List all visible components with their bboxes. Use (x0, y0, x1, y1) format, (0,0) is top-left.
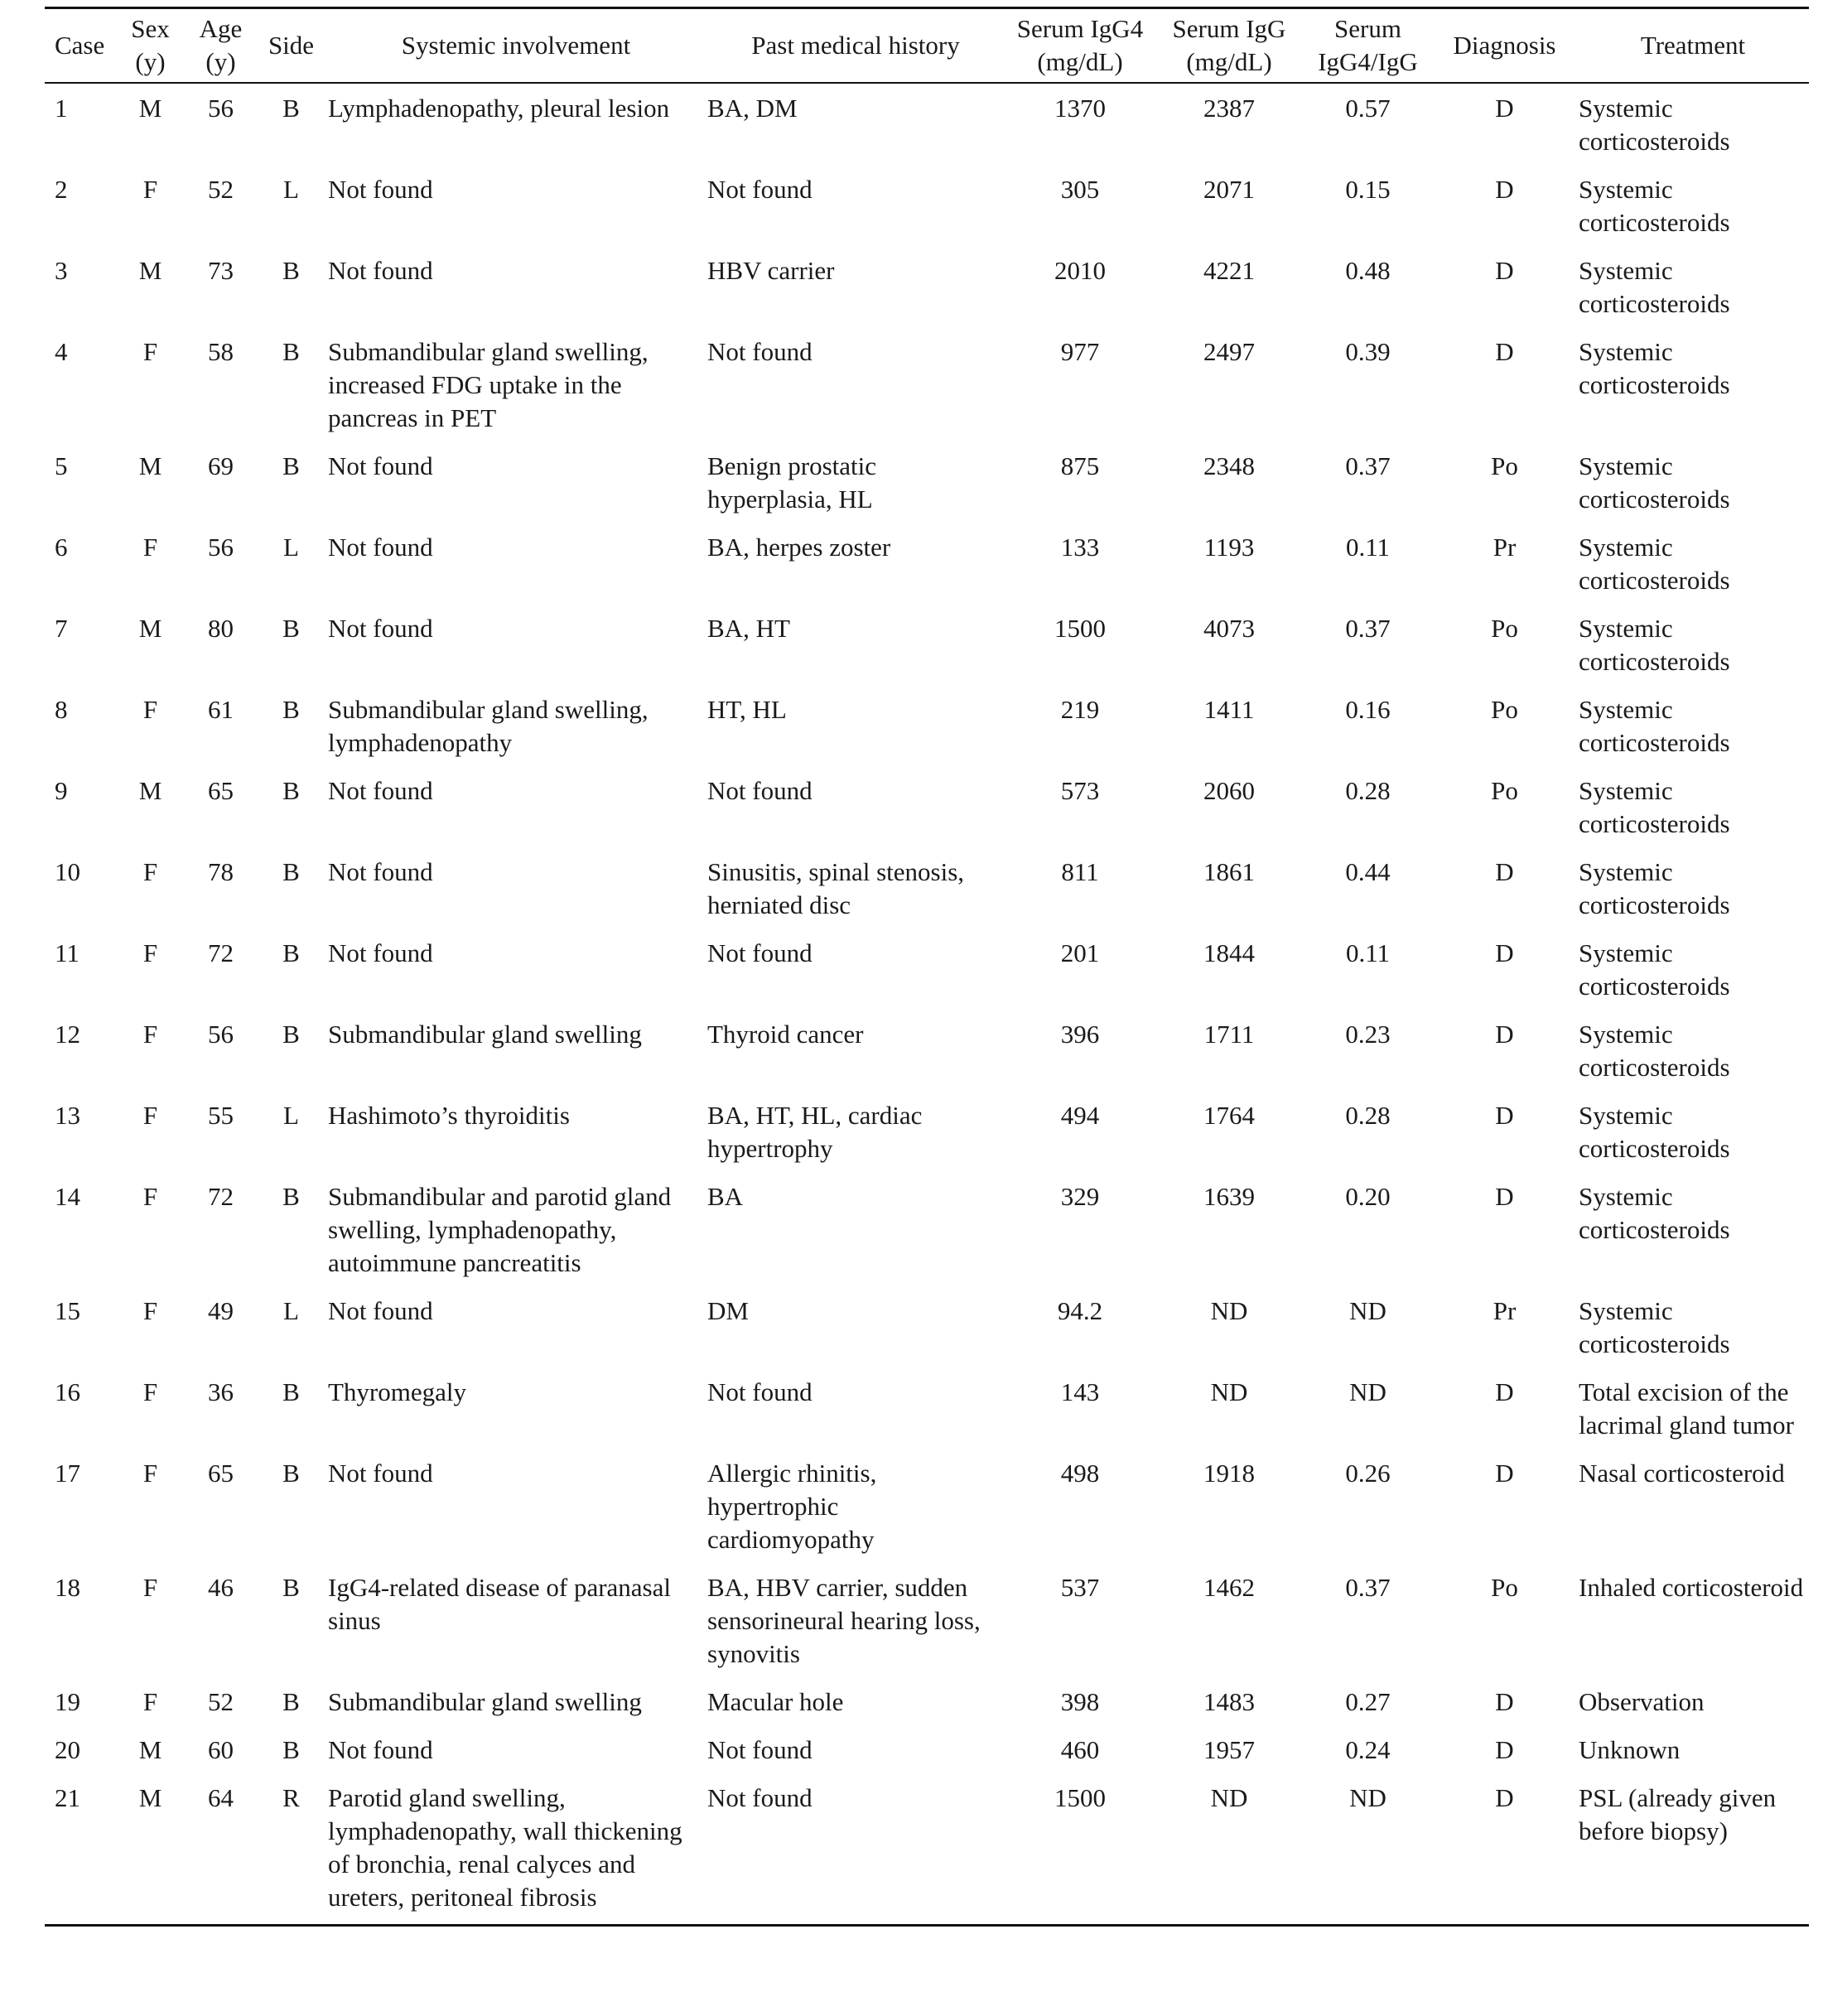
cell-case: 21 (55, 1782, 80, 1812)
header-serum-igg4: Serum IgG4 (mg/dL) (1016, 13, 1144, 76)
cell-serum-igg: 4221 (1203, 255, 1255, 285)
header-igg4-igg-ratio: Serum IgG4/IgG (1318, 13, 1418, 76)
table-row (45, 435, 1809, 516)
cell-serum-igg: 1711 (1203, 1019, 1255, 1049)
cell-past-medical-history: Macular hole (707, 1686, 844, 1716)
cell-age: 46 (208, 1572, 234, 1602)
cell-serum-igg4: 977 (1060, 336, 1100, 366)
cell-side: B (282, 856, 300, 886)
case-table (45, 7, 1809, 1927)
header-past-medical-history: Past medical history (751, 30, 960, 60)
cell-case: 10 (55, 856, 80, 886)
cell-past-medical-history: Not found (707, 1734, 813, 1764)
cell-serum-igg4: 201 (1060, 938, 1100, 967)
cell-diagnosis: D (1495, 938, 1514, 967)
cell-side: B (282, 613, 300, 643)
cell-treatment: Systemic corticosteroids (1579, 856, 1730, 919)
cell-sex: F (142, 856, 158, 886)
cell-side: B (282, 1458, 300, 1488)
cell-serum-igg: 1844 (1203, 938, 1255, 967)
cell-treatment: Systemic corticosteroids (1579, 694, 1730, 757)
cell-case: 9 (55, 775, 68, 805)
cell-treatment: Systemic corticosteroids (1579, 255, 1730, 318)
cell-serum-igg: 2071 (1203, 174, 1255, 204)
cell-age: 60 (208, 1734, 234, 1764)
header-serum-igg: Serum IgG (mg/dL) (1172, 13, 1286, 76)
cell-serum-igg: 1193 (1203, 532, 1255, 562)
cell-case: 15 (55, 1295, 80, 1325)
cell-diagnosis: D (1495, 336, 1514, 366)
cell-sex: F (142, 1458, 158, 1488)
cell-serum-igg: 1861 (1203, 856, 1255, 886)
cell-case: 5 (55, 451, 68, 480)
cell-past-medical-history: Benign prostatic hyperplasia, HL (707, 451, 877, 514)
table-body (45, 83, 1809, 1926)
cell-igg4-igg-ratio: 0.44 (1345, 856, 1391, 886)
cell-age: 61 (208, 694, 234, 724)
cell-past-medical-history: Allergic rhinitis, hypertrophic cardiomyopathy (707, 1458, 877, 1554)
cell-treatment: Systemic corticosteroids (1579, 174, 1730, 237)
cell-igg4-igg-ratio: 0.27 (1345, 1686, 1391, 1716)
cell-side: B (282, 1181, 300, 1211)
table-row (45, 239, 1809, 321)
cell-side: B (282, 336, 300, 366)
cell-diagnosis: D (1495, 1782, 1514, 1812)
cell-serum-igg: 2060 (1203, 775, 1255, 805)
cell-age: 65 (208, 1458, 234, 1488)
cell-sex: M (138, 1782, 162, 1812)
cell-igg4-igg-ratio: ND (1349, 1377, 1386, 1406)
cell-serum-igg4: 329 (1060, 1181, 1100, 1211)
cell-age: 56 (208, 93, 234, 123)
cell-igg4-igg-ratio: ND (1349, 1782, 1386, 1812)
cell-past-medical-history: HT, HL (707, 694, 787, 724)
cell-igg4-igg-ratio: 0.39 (1345, 336, 1391, 366)
table-row (45, 1556, 1809, 1671)
cell-sex: F (142, 938, 158, 967)
cell-sex: F (142, 1100, 158, 1130)
table-row (45, 83, 1809, 158)
cell-case: 18 (55, 1572, 80, 1602)
cell-igg4-igg-ratio: 0.26 (1345, 1458, 1391, 1488)
cell-side: B (282, 451, 300, 480)
cell-treatment: Systemic corticosteroids (1579, 451, 1730, 514)
cell-serum-igg4: 811 (1061, 856, 1099, 886)
cell-sex: M (138, 451, 162, 480)
cell-treatment: Systemic corticosteroids (1579, 93, 1730, 156)
cell-case: 1 (55, 93, 68, 123)
table-row (45, 922, 1809, 1003)
cell-age: 65 (208, 775, 234, 805)
cell-case: 12 (55, 1019, 80, 1049)
cell-igg4-igg-ratio: 0.28 (1345, 1100, 1391, 1130)
table-row (45, 1003, 1809, 1084)
cell-age: 69 (208, 451, 234, 480)
cell-age: 52 (208, 1686, 234, 1716)
cell-side: B (282, 93, 300, 123)
table-row (45, 1671, 1809, 1719)
cell-side: B (282, 775, 300, 805)
cell-serum-igg4: 875 (1060, 451, 1100, 480)
cell-serum-igg4: 143 (1060, 1377, 1100, 1406)
cell-serum-igg4: 1500 (1054, 1782, 1106, 1812)
cell-systemic-involvement: Not found (328, 856, 433, 886)
cell-serum-igg: ND (1210, 1377, 1248, 1406)
cell-past-medical-history: Not found (707, 336, 813, 366)
cell-diagnosis: D (1495, 1181, 1514, 1211)
cell-sex: F (142, 336, 158, 366)
cell-diagnosis: D (1495, 93, 1514, 123)
cell-igg4-igg-ratio: 0.37 (1345, 451, 1391, 480)
table-row (45, 1719, 1809, 1767)
cell-serum-igg4: 94.2 (1057, 1295, 1103, 1325)
cell-case: 2 (55, 174, 68, 204)
cell-treatment: Systemic corticosteroids (1579, 1181, 1730, 1244)
cell-age: 49 (208, 1295, 234, 1325)
table-row (45, 1767, 1809, 1926)
table-row (45, 1084, 1809, 1165)
header-case: Case (55, 30, 105, 60)
header-diagnosis: Diagnosis (1453, 30, 1556, 60)
table-row (45, 516, 1809, 597)
header-sex: Sex (y) (131, 13, 170, 76)
cell-past-medical-history: Not found (707, 174, 813, 204)
cell-case: 3 (55, 255, 68, 285)
cell-side: R (282, 1782, 300, 1812)
cell-systemic-involvement: Not found (328, 451, 433, 480)
cell-age: 56 (208, 1019, 234, 1049)
cell-past-medical-history: Sinusitis, spinal stenosis, herniated disc (707, 856, 965, 919)
cell-diagnosis: D (1495, 1100, 1514, 1130)
cell-serum-igg: ND (1210, 1295, 1248, 1325)
cell-serum-igg: 1411 (1203, 694, 1255, 724)
table-row (45, 597, 1809, 678)
cell-past-medical-history: Thyroid cancer (707, 1019, 864, 1049)
cell-serum-igg: 1918 (1203, 1458, 1255, 1488)
cell-diagnosis: Pr (1493, 1295, 1517, 1325)
cell-case: 11 (55, 938, 80, 967)
table-row (45, 321, 1809, 435)
cell-treatment: Total excision of the lacrimal gland tumor (1579, 1377, 1794, 1440)
cell-diagnosis: Pr (1493, 532, 1517, 562)
cell-case: 8 (55, 694, 68, 724)
cell-sex: M (138, 613, 162, 643)
cell-sex: M (138, 775, 162, 805)
cell-treatment: Systemic corticosteroids (1579, 532, 1730, 595)
header-age: Age (y) (199, 13, 243, 76)
cell-systemic-involvement: Submandibular and parotid gland swelling, lymphadenopathy, autoimmune pancreatitis (328, 1181, 672, 1277)
cell-side: L (283, 174, 299, 204)
cell-diagnosis: D (1495, 1377, 1514, 1406)
cell-diagnosis: Po (1491, 451, 1518, 480)
cell-past-medical-history: BA, HT (707, 613, 790, 643)
cell-serum-igg: 2497 (1203, 336, 1255, 366)
cell-systemic-involvement: Not found (328, 775, 433, 805)
cell-igg4-igg-ratio: 0.28 (1345, 775, 1391, 805)
cell-side: B (282, 694, 300, 724)
cell-serum-igg: 1764 (1203, 1100, 1255, 1130)
cell-age: 58 (208, 336, 234, 366)
cell-treatment: Systemic corticosteroids (1579, 336, 1730, 399)
cell-case: 4 (55, 336, 68, 366)
cell-igg4-igg-ratio: 0.11 (1345, 532, 1391, 562)
cell-igg4-igg-ratio: 0.37 (1345, 1572, 1391, 1602)
cell-treatment: Unknown (1579, 1734, 1681, 1764)
cell-systemic-involvement: Submandibular gland swelling, increased FDG uptake in the pancreas in PET (328, 336, 649, 432)
cell-sex: F (142, 694, 158, 724)
cell-igg4-igg-ratio: 0.11 (1345, 938, 1391, 967)
cell-serum-igg: 1483 (1203, 1686, 1255, 1716)
cell-diagnosis: Po (1491, 1572, 1518, 1602)
cell-igg4-igg-ratio: 0.23 (1345, 1019, 1391, 1049)
table-row (45, 1165, 1809, 1280)
cell-age: 52 (208, 174, 234, 204)
cell-treatment: Systemic corticosteroids (1579, 1100, 1730, 1163)
cell-past-medical-history: Not found (707, 1377, 813, 1406)
table-row (45, 760, 1809, 841)
cell-serum-igg4: 573 (1060, 775, 1100, 805)
table-row (45, 841, 1809, 922)
cell-systemic-involvement: Submandibular gland swelling, lymphadenopathy (328, 694, 649, 757)
cell-diagnosis: D (1495, 255, 1514, 285)
cell-sex: F (142, 174, 158, 204)
cell-serum-igg4: 537 (1060, 1572, 1100, 1602)
cell-systemic-involvement: Not found (328, 938, 433, 967)
cell-serum-igg4: 219 (1060, 694, 1100, 724)
cell-past-medical-history: Not found (707, 1782, 813, 1812)
cell-treatment: Inhaled corticosteroid (1579, 1572, 1804, 1602)
cell-serum-igg4: 305 (1060, 174, 1100, 204)
cell-diagnosis: D (1495, 1686, 1514, 1716)
cell-igg4-igg-ratio: 0.15 (1345, 174, 1391, 204)
cell-systemic-involvement: Not found (328, 174, 433, 204)
cell-systemic-involvement: Parotid gland swelling, lymphadenopathy, wall thickening of bronchia, renal calyces and ureters, peritoneal fibrosis (328, 1782, 682, 1912)
cell-systemic-involvement: Not found (328, 532, 433, 562)
cell-side: B (282, 1572, 300, 1602)
cell-systemic-involvement: IgG4-related disease of paranasal sinus (328, 1572, 671, 1635)
cell-igg4-igg-ratio: 0.57 (1345, 93, 1391, 123)
cell-diagnosis: Po (1491, 775, 1518, 805)
cell-past-medical-history: Not found (707, 775, 813, 805)
table-header-row (45, 8, 1809, 83)
cell-treatment: Systemic corticosteroids (1579, 775, 1730, 838)
cell-sex: M (138, 255, 162, 285)
cell-side: L (283, 1100, 299, 1130)
cell-systemic-involvement: Submandibular gland swelling (328, 1686, 642, 1716)
cell-serum-igg4: 460 (1060, 1734, 1100, 1764)
cell-igg4-igg-ratio: 0.24 (1345, 1734, 1391, 1764)
cell-sex: F (142, 1686, 158, 1716)
cell-age: 36 (208, 1377, 234, 1406)
cell-systemic-involvement: Thyromegaly (328, 1377, 467, 1406)
cell-case: 16 (55, 1377, 80, 1406)
cell-systemic-involvement: Not found (328, 613, 433, 643)
cell-sex: F (142, 1181, 158, 1211)
cell-diagnosis: D (1495, 856, 1514, 886)
cell-serum-igg: 4073 (1203, 613, 1255, 643)
cell-sex: M (138, 93, 162, 123)
cell-past-medical-history: HBV carrier (707, 255, 835, 285)
table-row (45, 158, 1809, 239)
cell-systemic-involvement: Not found (328, 1295, 433, 1325)
cell-age: 73 (208, 255, 234, 285)
cell-serum-igg4: 494 (1060, 1100, 1100, 1130)
cell-igg4-igg-ratio: ND (1349, 1295, 1386, 1325)
cell-sex: F (142, 1572, 158, 1602)
cell-serum-igg4: 498 (1060, 1458, 1100, 1488)
cell-serum-igg4: 1370 (1054, 93, 1106, 123)
cell-past-medical-history: BA, HBV carrier, sudden sensorineural hearing loss, synovitis (707, 1572, 981, 1668)
cell-serum-igg4: 398 (1060, 1686, 1100, 1716)
cell-past-medical-history: BA, DM (707, 93, 798, 123)
cell-systemic-involvement: Not found (328, 255, 433, 285)
table-row (45, 1361, 1809, 1442)
header-treatment: Treatment (1640, 30, 1746, 60)
cell-case: 20 (55, 1734, 80, 1764)
cell-systemic-involvement: Not found (328, 1458, 433, 1488)
header-side: Side (268, 30, 315, 60)
cell-serum-igg4: 396 (1060, 1019, 1100, 1049)
cell-sex: F (142, 1295, 158, 1325)
cell-igg4-igg-ratio: 0.16 (1345, 694, 1391, 724)
cell-age: 72 (208, 938, 234, 967)
header-systemic-involvement: Systemic involvement (401, 30, 631, 60)
cell-serum-igg: 1957 (1203, 1734, 1255, 1764)
cell-age: 80 (208, 613, 234, 643)
cell-sex: F (142, 1377, 158, 1406)
cell-serum-igg4: 2010 (1054, 255, 1106, 285)
cell-serum-igg: 1462 (1203, 1572, 1255, 1602)
cell-diagnosis: D (1495, 174, 1514, 204)
cell-treatment: Systemic corticosteroids (1579, 1019, 1730, 1082)
cell-serum-igg: 2348 (1203, 451, 1255, 480)
cell-serum-igg: 2387 (1203, 93, 1255, 123)
cell-age: 64 (208, 1782, 234, 1812)
cell-past-medical-history: DM (707, 1295, 749, 1325)
cell-case: 6 (55, 532, 68, 562)
cell-side: B (282, 938, 300, 967)
cell-diagnosis: D (1495, 1458, 1514, 1488)
cell-age: 55 (208, 1100, 234, 1130)
cell-sex: M (138, 1734, 162, 1764)
cell-side: L (283, 1295, 299, 1325)
cell-side: L (283, 532, 299, 562)
cell-serum-igg: ND (1210, 1782, 1248, 1812)
cell-side: B (282, 1377, 300, 1406)
cell-systemic-involvement: Lymphadenopathy, pleural lesion (328, 93, 670, 123)
cell-treatment: Nasal corticosteroid (1579, 1458, 1785, 1488)
cell-case: 7 (55, 613, 68, 643)
cell-past-medical-history: BA, HT, HL, cardiac hypertrophy (707, 1100, 923, 1163)
cell-case: 13 (55, 1100, 80, 1130)
cell-sex: F (142, 1019, 158, 1049)
cell-diagnosis: Po (1491, 613, 1518, 643)
cell-age: 56 (208, 532, 234, 562)
cell-serum-igg4: 1500 (1054, 613, 1106, 643)
cell-serum-igg4: 133 (1060, 532, 1100, 562)
cell-case: 17 (55, 1458, 80, 1488)
cell-igg4-igg-ratio: 0.20 (1345, 1181, 1391, 1211)
cell-igg4-igg-ratio: 0.37 (1345, 613, 1391, 643)
cell-past-medical-history: BA, herpes zoster (707, 532, 891, 562)
cell-treatment: Systemic corticosteroids (1579, 613, 1730, 676)
cell-diagnosis: D (1495, 1019, 1514, 1049)
cell-igg4-igg-ratio: 0.48 (1345, 255, 1391, 285)
cell-treatment: Observation (1579, 1686, 1705, 1716)
cell-side: B (282, 1734, 300, 1764)
cell-systemic-involvement: Hashimoto’s thyroiditis (328, 1100, 570, 1130)
table-row (45, 678, 1809, 760)
cell-side: B (282, 1019, 300, 1049)
cell-age: 72 (208, 1181, 234, 1211)
cell-diagnosis: Po (1491, 694, 1518, 724)
cell-diagnosis: D (1495, 1734, 1514, 1764)
cell-treatment: PSL (already given before biopsy) (1579, 1782, 1777, 1845)
cell-systemic-involvement: Not found (328, 1734, 433, 1764)
cell-past-medical-history: BA (707, 1181, 744, 1211)
cell-treatment: Systemic corticosteroids (1579, 1295, 1730, 1358)
table-row (45, 1442, 1809, 1556)
cell-case: 14 (55, 1181, 80, 1211)
cell-treatment: Systemic corticosteroids (1579, 938, 1730, 1001)
table-row (45, 1280, 1809, 1361)
cell-side: B (282, 1686, 300, 1716)
cell-past-medical-history: Not found (707, 938, 813, 967)
cell-case: 19 (55, 1686, 80, 1716)
cell-serum-igg: 1639 (1203, 1181, 1255, 1211)
cell-systemic-involvement: Submandibular gland swelling (328, 1019, 642, 1049)
cell-side: B (282, 255, 300, 285)
cell-sex: F (142, 532, 158, 562)
cell-age: 78 (208, 856, 234, 886)
